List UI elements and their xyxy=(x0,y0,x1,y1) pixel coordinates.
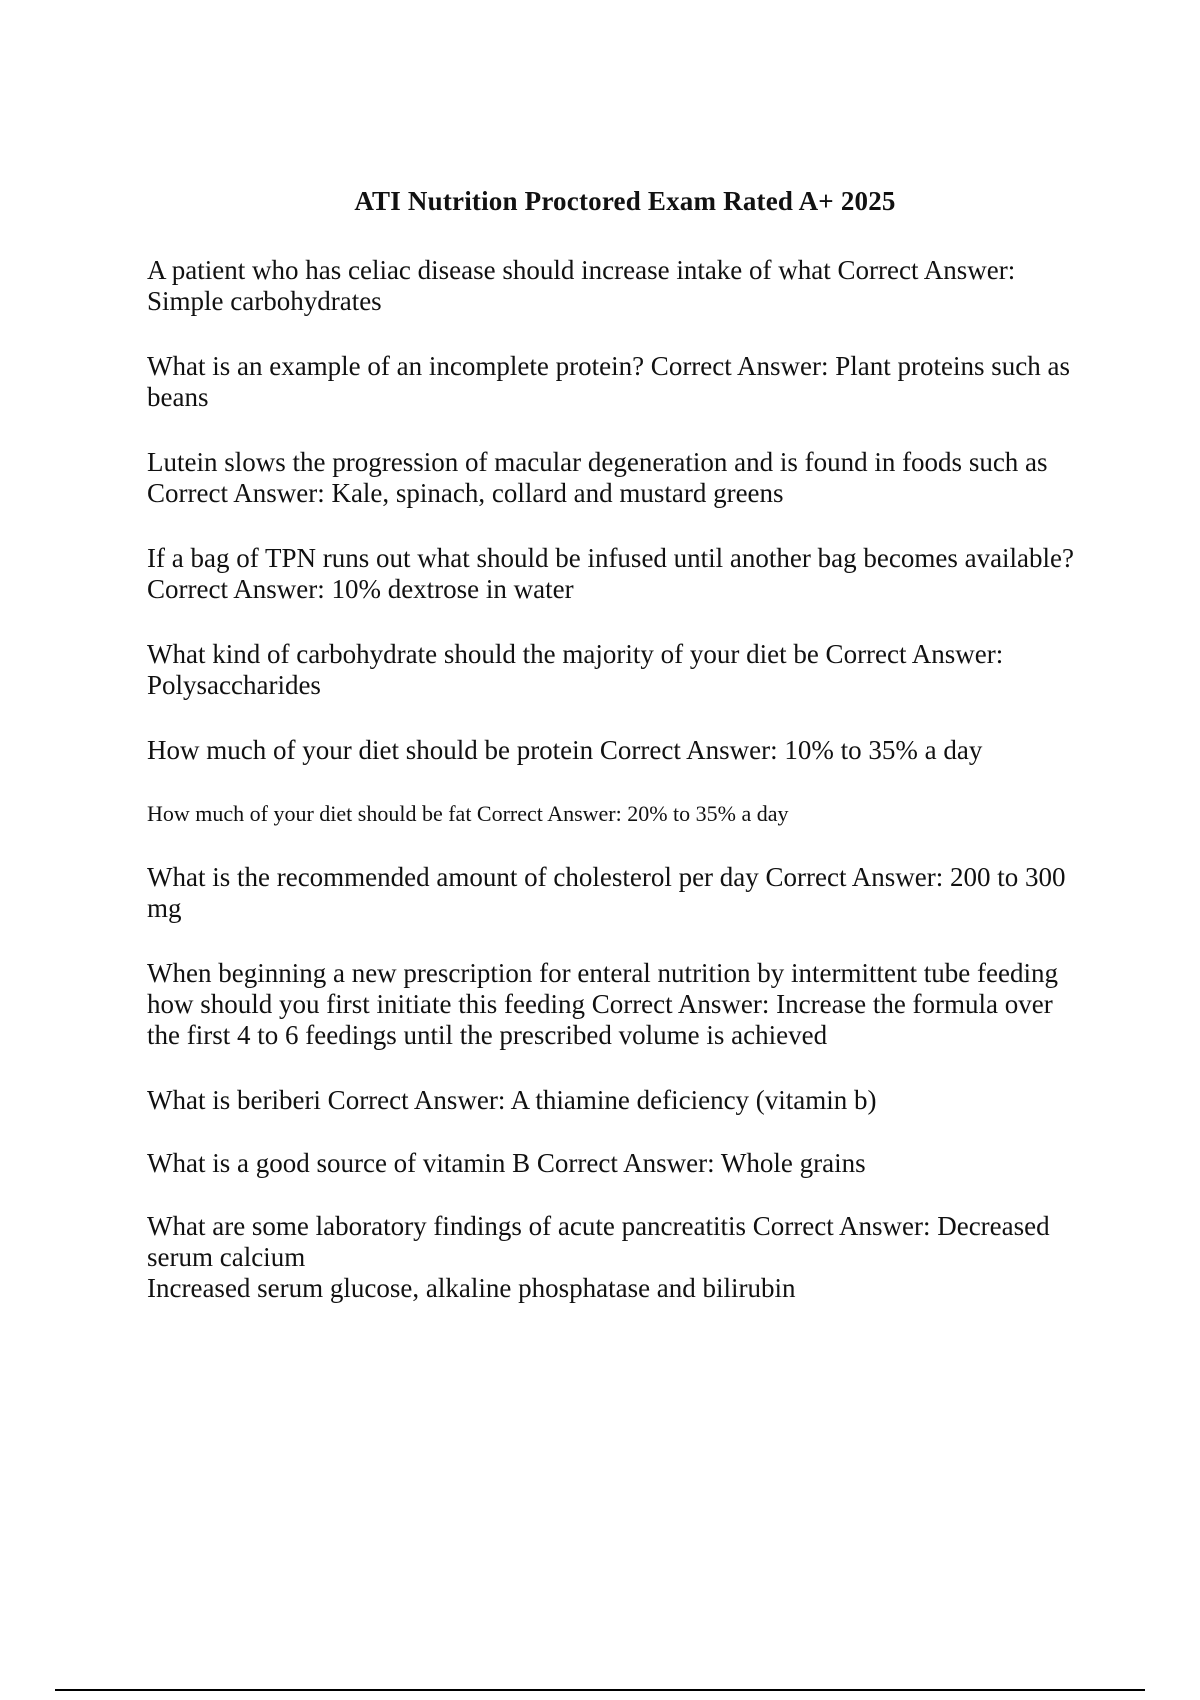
qa-item: What is an example of an incomplete protein? Correct Answer: Plant proteins such as beans xyxy=(147,351,1070,412)
qa-item: A patient who has celiac disease should increase intake of what Correct Answer: Simple carbohydrates xyxy=(147,255,1016,316)
qa-item: What is a good source of vitamin B Correct Answer: Whole grains xyxy=(147,1148,866,1178)
qa-item: What kind of carbohydrate should the majority of your diet be Correct Answer: Polysaccharides xyxy=(147,639,1004,700)
qa-item-text: What are some laboratory findings of acute pancreatitis Correct Answer: Decreased serum calcium xyxy=(147,1211,1050,1272)
qa-list xyxy=(147,255,1087,1338)
footer-divider xyxy=(55,1689,1145,1691)
qa-item: How much of your diet should be fat Correct Answer: 20% to 35% a day xyxy=(147,801,789,826)
qa-item: If a bag of TPN runs out what should be infused until another bag becomes available? Correct Answer: 10% dextrose in water xyxy=(147,543,1075,604)
document-title: ATI Nutrition Proctored Exam Rated A+ 2025 xyxy=(354,186,896,216)
qa-item: How much of your diet should be protein Correct Answer: 10% to 35% a day xyxy=(147,735,983,765)
qa-item: What is the recommended amount of cholesterol per day Correct Answer: 200 to 300 mg xyxy=(147,862,1066,923)
qa-item xyxy=(147,1211,1087,1304)
qa-item: Lutein slows the progression of macular degeneration and is found in foods such as Correct Answer: Kale, spinach, collard and mustard greens xyxy=(147,447,1048,508)
qa-item-extra: Increased serum glucose, alkaline phosphatase and bilirubin xyxy=(147,1273,796,1303)
qa-item: What is beriberi Correct Answer: A thiamine deficiency (vitamin b) xyxy=(147,1085,877,1115)
qa-item: When beginning a new prescription for enteral nutrition by intermittent tube feeding how should you first initiate this feeding Correct Answer: Increase the formula over the first 4 to 6 feedings until the prescribed volume is achieved xyxy=(147,958,1058,1050)
